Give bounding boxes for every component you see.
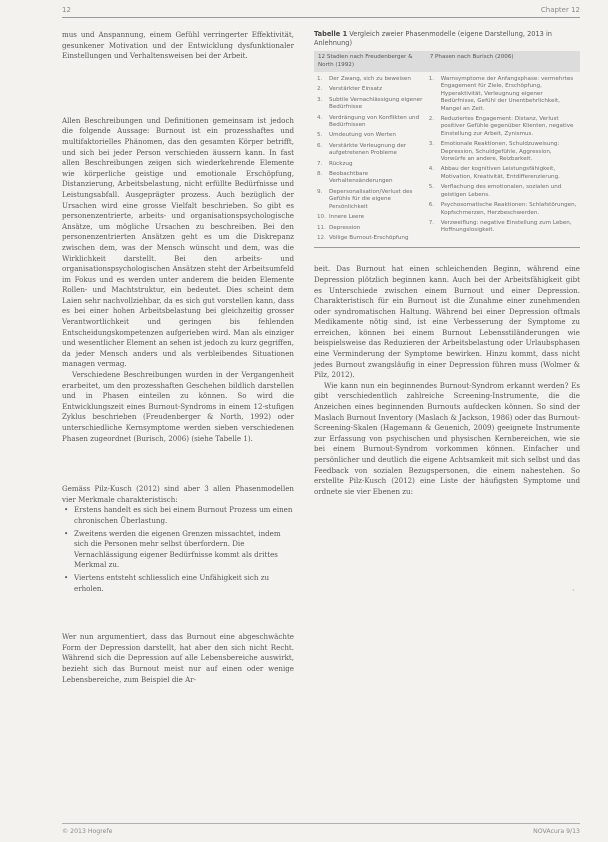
table-cell: 2. Verstärkter Einsatz bbox=[317, 86, 383, 93]
table-caption-label: Tabelle 1 bbox=[314, 30, 348, 38]
table-cell: 10. Innere Leere bbox=[317, 214, 365, 221]
table-cell: 12. Völlige Burnout-Erschöpfung bbox=[317, 234, 409, 241]
table-cell: 5. Verflachung des emotionalen, sozialen und geistigen Lebens. bbox=[428, 184, 562, 198]
table-cell: 8. Beobachtbare Verhaltensänderungen bbox=[317, 171, 393, 185]
table-cell: 9. Depersonalisation/Verlust des Gefühls für die eigene Persönlichkeit bbox=[317, 188, 413, 210]
paragraph-pilz: Gemäss Pilz-Kusch (2012) sind aber 3 allen Phasenmodellen vier Merkmale charakteristisch: bbox=[62, 484, 294, 504]
characteristics-list bbox=[62, 505, 294, 594]
paragraph-phases: Verschiedene Beschreibungen wurden in der Vergangenheit erarbeitet, um den prozesshaften Geschehen bildlich darstellen und in Phasen einteilen zu können. So wird die Entwicklungszeit eines Burnout-Syndroms in einem 12-stufigen Zyklus beschrieben (Freudenberger & North, 1992) oder unterschiedliche Kernsymptome werden sieben verschiedenen Phasen zugeordnet (Burisch, 2006) (siehe Tabelle 1). bbox=[62, 370, 294, 443]
table-cell: 5. Umdeutung von Werten bbox=[317, 132, 396, 139]
paragraph-measurement: Wie kann nun ein beginnendes Burnout-Syndrom erkannt werden? Es gibt verschiedentlich zahlreiche Screening-Instrumente, die die Anzeichen eines beginnenden Burnouts aufdecken können. So sind der Maslach Burnout Inventory (Maslach & Jackson, 1986) oder das Burnout-Screening-Skalen (Hagemann & Geuenich, 2009) geeignete Instrumente zur Erfassung von psychischen und physischen Kernbereichen, wie sie bei einem Burnout-Syndrom vorkommen können. Einfacher und persönlicher und deutlich die eigene Achtsamkeit mit sich selbst und das Feedback von sozialen Bezugspersonen, die einem nahestehen. So erstellte Pilz-Kusch (2012) eine Liste der häufigsten Symptome und ordnete sie vier Ebenen zu: bbox=[314, 380, 580, 496]
table-caption-text: Vergleich zweier Phasenmodelle (eigene Darstellung, 2013 in Anlehnung) bbox=[314, 30, 552, 47]
footer-publisher: © 2013 Hogrefe bbox=[62, 828, 113, 835]
paragraph-intro: mus und Anspannung, einem Gefühl verringerter Effektivität, gesunkener Motivation und der Entwicklung dysfunktionaler Einstellungen und Verhaltensweisen bei der Arbeit. bbox=[62, 30, 294, 61]
table-cell: 1. Der Zwang, sich zu beweisen bbox=[317, 76, 411, 82]
list-item: • Erstens handelt es sich bei einem Burnout Prozess um einen chronischen Überlastung. bbox=[74, 505, 294, 526]
table-cell: 4. Abbau der kognitiven Leistungsfähigkeit, Motivation, Kreativität, Entdifferenzierung. bbox=[428, 166, 560, 180]
table-cell: 7. Verzweiflung: negative Einstellung zum Leben, Hoffnungslosigkeit. bbox=[428, 219, 572, 234]
table-cell: 4. Verdrängung von Konflikten und Bedürfnissen bbox=[317, 114, 420, 129]
table-cell: 3. Emotionale Reaktionen, Schuldzuweisung: Depression, Schuldgefühle, Aggression, Vorwürfe an andere, Reizbarkeit. bbox=[428, 141, 560, 163]
paragraph-continued: beit. Das Burnout hat einen schleichenden Beginn, während eine Depression plötzlich beginnen kann. Auch bei der Arbeitsfähigkeit gibt es Unterschiede zwischen einem Burnout und einer Depression. Charakteristisch für ein Burnout ist die Zunahme einer zunehmenden oder syndromatischen Haltung. Während bei einer Depression oftmals Medikamente nötig sind, ist eine Verbesserung der Symptome zu erreichen, können bei einem Burnout Lebensstiländerungen wie beispielsweise das Reduzieren der Arbeitsbelastung oder Urlaubsphasen eine Verminderung der Symptome bewirken. Hinzu kommt, dass nicht jedes Burnout zwangsläufig in einer Depression führen muss (Wolmer & Pilz, 2012). bbox=[314, 264, 580, 380]
footer-journal: NOVAcura 9/13 bbox=[533, 828, 580, 835]
page-number: 12 bbox=[62, 6, 71, 14]
paragraph-definitions: Allen Beschreibungen und Definitionen gemeinsam ist jedoch die folgende Aussage: Burnout ist ein prozesshaftes und multifaktorielles Phänomen, das den gesamten Körper betrifft, und sich bei jeder Person verschieden äussern kann. In fast allen Beschreibungen zeigen sich wiederkehrende Elemente wie körperliche geistige und emotionale Erschöpfung, Distanzierung, Arbeitsbelastung, nicht erfüllte Bedürfnisse und Leistungsabfall. Ausgeprägter prozess. Auch bezüglich der Ursachen wird eine grosse Vielfalt beschrieben. So gibt es personenzentrierte, arbeits- und organisationspsychologische Ansätze, um mögliche Ursachen zu beschreiben. Bei den personenzentrierten Ansätzen geht es um die Diskrepanz zwischen dem, was der Mensch wünscht und dem, was die Wirklichkeit darstellt. Bei den arbeits- und organisationspsychologischen Ansätzen steht der Arbeitsumfeld im Fokus und es werden unter anderem die beiden Elemente Rollen- und Machtstruktur, ein bedeutet. Dies scheint dem Laien sehr nachvollziehbar, da es sich gut vorstellen kann, dass es bei einer hohen Arbeitsbelastung bei gleichzeitig grosser Verantwortlichkeit und geringen bis fehlenden Entscheidungskompetenzen aufgerieben wird. Man als einziger und wesentlicher Element an sehen ist jedoch zu kurz gegriffen, da jeder Mensch anders und als verbleibendes Situationen managen vermag. bbox=[62, 115, 294, 369]
table-header-col2: 7 Phasen nach Burisch (2006) bbox=[426, 51, 580, 72]
table-cell: 1. Warnsymptome der Anfangsphase: vermehrtes Engagement für Ziele, Erschöpfung, Hyperaktivität, Verleugnung eigener Bedürfnisse, Gefühl der Unentbehrlichkeit, Mangel an Zeit. bbox=[428, 76, 574, 112]
table-cell: 3. Subtile Vernachlässigung eigener Bedürfnisse bbox=[317, 96, 423, 111]
right-column bbox=[314, 30, 580, 497]
table-caption bbox=[314, 30, 580, 48]
left-column bbox=[62, 30, 294, 685]
margin-mark: · bbox=[572, 586, 575, 595]
table-cell: 11. Depression bbox=[317, 224, 361, 231]
running-header: Chapter 12 bbox=[540, 6, 580, 14]
table-cell: 7. Rückzug bbox=[317, 160, 353, 167]
header-rule bbox=[62, 17, 580, 18]
table-header-col1: 12 Stadien nach Freudenberger & North (1992) bbox=[314, 51, 426, 72]
table-cell: 6. Psychosomatische Reaktionen: Schlafstörungen, Kopfschmerzen, Herzbeschwerden. bbox=[428, 202, 577, 216]
phase-model-table bbox=[314, 51, 580, 245]
table-cell: 6. Verstärkte Verleugnung der aufgetretenen Probleme bbox=[317, 142, 407, 157]
list-item: • Viertens entsteht schliesslich eine Unfähigkeit sich zu erholen. bbox=[74, 573, 294, 594]
paragraph-depression: Wer nun argumentiert, dass das Burnout eine abgeschwächte Form der Depression darstellt, hat aber den sich nicht Recht. Während sich die Depression auf alle Lebensbereiche auswirkt, bezieht sich das Burnout meist nur auf einen oder wenige Lebensbereiche, zum Beispiel die Ar- bbox=[62, 632, 294, 684]
footer-rule bbox=[62, 823, 580, 824]
table-cell: 2. Reduziertes Engagement: Distanz, Verlust positiver Gefühle gegenüber Klienten, negative Einstellung zur Arbeit, Zynismus. bbox=[428, 116, 574, 137]
list-item: • Zweitens werden die eigenen Grenzen missachtet, indem sich die Personen mehr selbst überfordern. Die Vernachlässigung eigener Bedürfnisse kommt als drittes Merkmal zu. bbox=[74, 529, 294, 571]
